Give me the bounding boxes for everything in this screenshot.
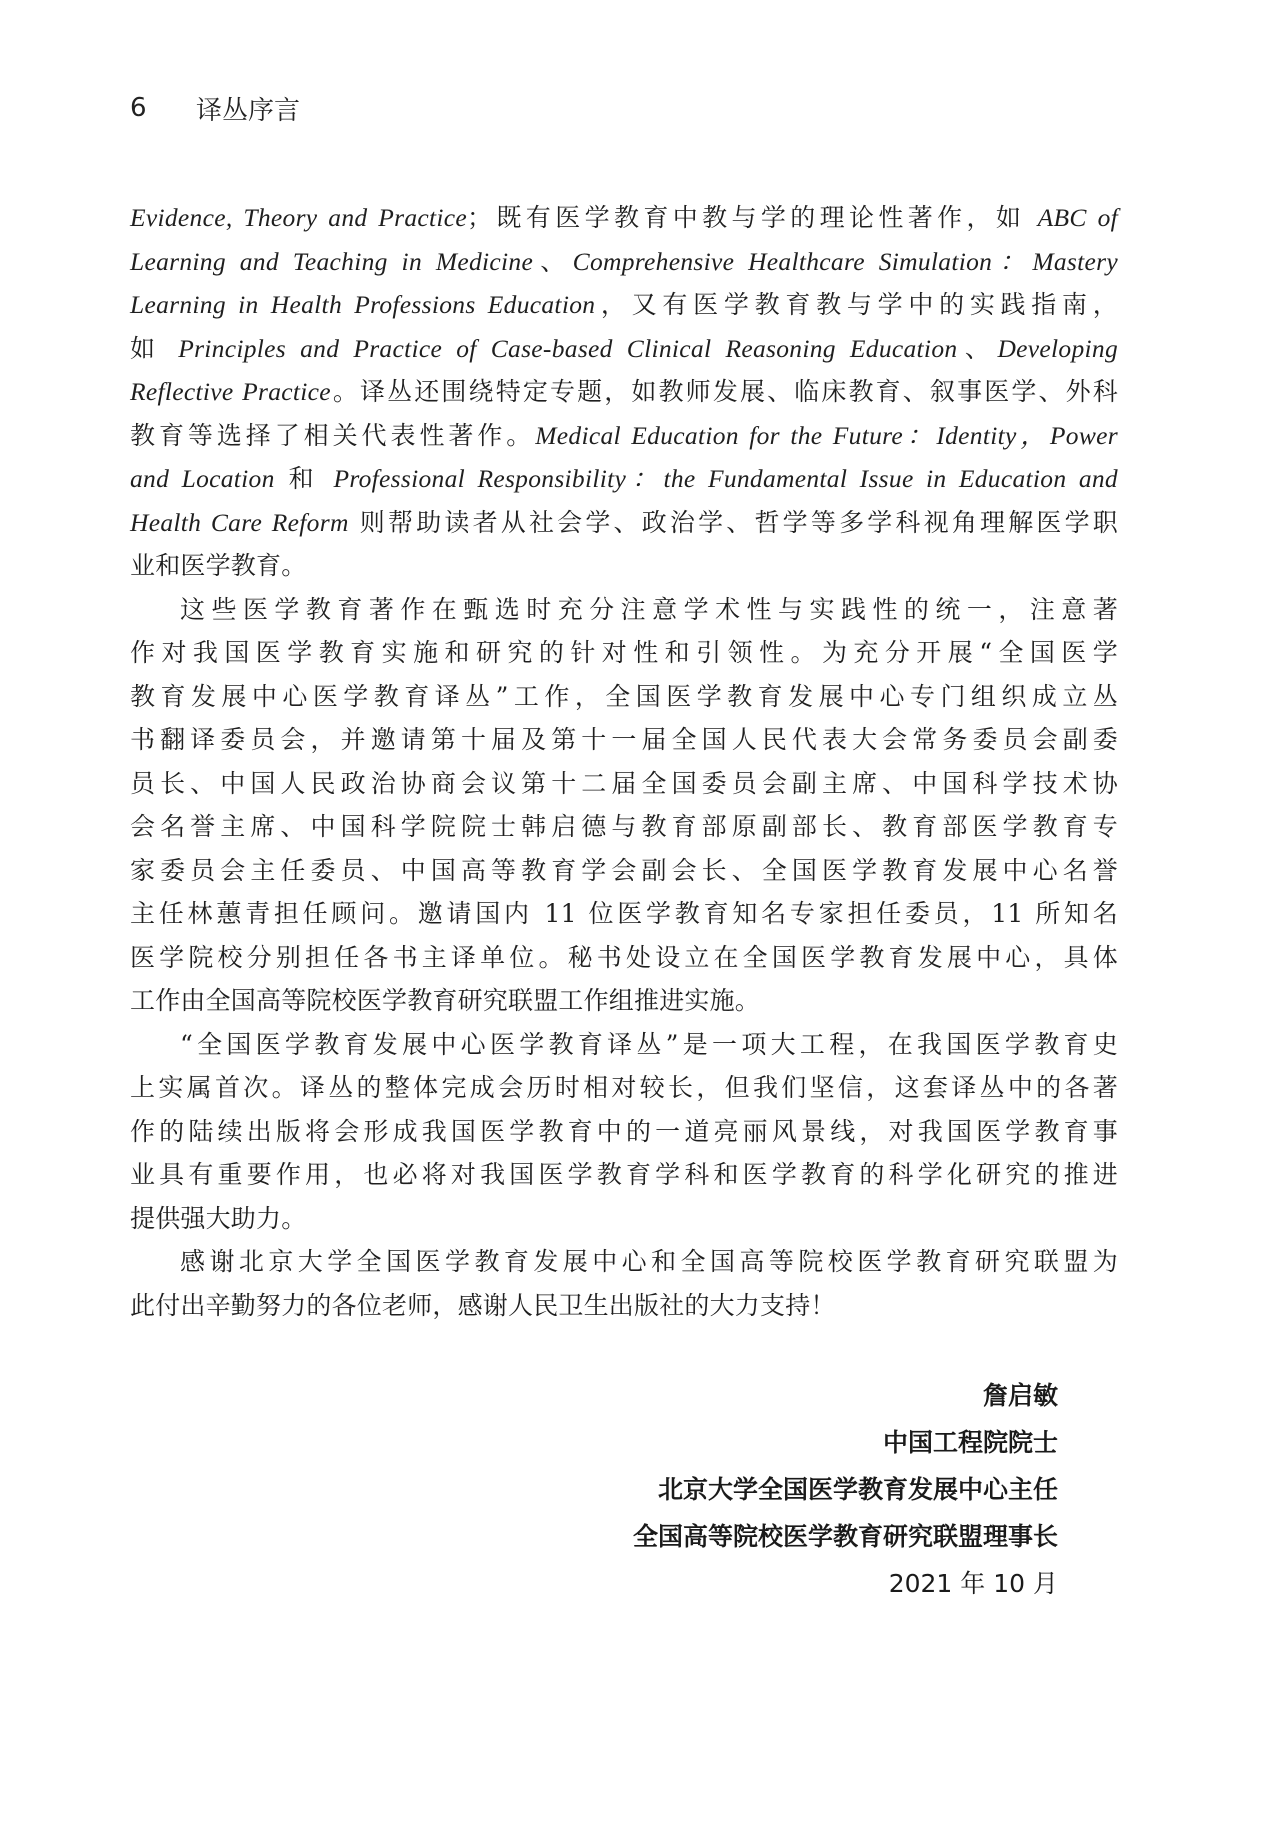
page-number: 6 <box>130 93 147 123</box>
book-title: Professional Responsibility：the Fundamental Issue in Education and <box>333 464 1118 493</box>
book-title: Learning in Health Professions Education <box>130 290 596 319</box>
text-run: 和 <box>274 464 334 493</box>
paragraph-2-line: 作对我国医学教育实施和研究的针对性和引领性。为充分开展“全国医学 <box>130 638 1118 667</box>
running-header <box>130 88 300 128</box>
paragraph-2-line: 工作由全国高等院校医学教育研究联盟工作组推进实施。 <box>130 986 761 1015</box>
paragraph-1-line-2 <box>130 240 1118 284</box>
text-run: 、 <box>533 246 573 276</box>
paragraph-1-line-7 <box>130 457 1118 501</box>
paragraph-2-line: 这些医学教育著作在甄选时充分注意学术性与实践性的统一，注意著 <box>180 594 1118 624</box>
signature-title: 北京大学全国医学教育发展中心主任 <box>657 1475 1058 1504</box>
text-run: 如 <box>130 333 179 363</box>
book-title: Evidence, Theory and Practice <box>130 203 468 232</box>
paragraph-4-line: 感谢北京大学全国医学教育发展中心和全国高等院校医学教育研究联盟为 <box>180 1247 1118 1276</box>
book-title: Developing <box>997 333 1119 363</box>
paragraph-1-line-3 <box>130 283 1118 327</box>
signature-block <box>633 1372 1058 1607</box>
paragraph-3-line: “全国医学教育发展中心医学教育译丛”是一项大工程，在我国医学教育史 <box>180 1029 1118 1059</box>
text-run: ，又有医学教育教与学中的实践指南， <box>595 290 1118 319</box>
book-title: Medical Education for the Future：Identity，Power <box>535 420 1118 450</box>
book-title: ABC of <box>1037 203 1119 232</box>
paragraph-2-line: 教育发展中心医学教育译丛”工作，全国医学教育发展中心专门组织成立丛 <box>130 681 1118 711</box>
text-run: 教育等选择了相关代表性著作。 <box>130 420 536 450</box>
paragraph-3-line: 业具有重要作用，也必将对我国医学教育学科和医学教育的科学化研究的推进 <box>130 1160 1118 1189</box>
paragraph-1-line-5 <box>130 370 1118 414</box>
text-run: 。译丛还围绕特定专题，如教师发展、临床教育、叙事医学、外科 <box>330 377 1118 406</box>
paragraph-1-line-9: 业和医学教育。 <box>130 551 307 580</box>
paragraph-4-line: 此付出辛勤努力的各位老师，感谢人民卫生出版社的大力支持！ <box>130 1290 836 1320</box>
paragraph-2-line: 医学院校分别担任各书主译单位。秘书处设立在全国医学教育发展中心，具体 <box>130 942 1118 972</box>
signature-name: 詹启敏 <box>982 1381 1058 1410</box>
signature-date: 2021 年 10 月 <box>888 1569 1058 1598</box>
paragraph-2-line: 主任林蕙青担任顾问。邀请国内 11 位医学教育知名专家担任委员，11 所知名 <box>130 899 1118 928</box>
book-title: Learning and Teaching in Medicine <box>130 246 534 276</box>
main-text <box>130 196 1118 1327</box>
paragraph-1-line-6 <box>130 414 1118 458</box>
book-title: Health Care Reform <box>130 507 349 537</box>
book-title: Comprehensive Healthcare Simulation：Mastery <box>572 246 1118 276</box>
running-title: 译丛序言 <box>196 95 301 126</box>
paragraph-3-line: 提供强大助力。 <box>130 1203 307 1233</box>
signature-title: 全国高等院校医学教育研究联盟理事长 <box>632 1522 1058 1551</box>
paragraph-3-line: 上实属首次。译丛的整体完成会历时相对较长，但我们坚信，这套译丛中的各著 <box>130 1073 1118 1102</box>
paragraph-3-line: 作的陆续出版将会形成我国医学教育中的一道亮丽风景线，对我国医学教育事 <box>130 1116 1118 1146</box>
book-title: Principles and Practice of Case-based Clinical Reasoning Education <box>178 333 958 363</box>
signature-title: 中国工程院院士 <box>882 1428 1058 1457</box>
paragraph-2-line: 家委员会主任委员、中国高等教育学会副会长、全国医学教育发展中心名誉 <box>130 855 1118 885</box>
book-title: and Location <box>130 464 275 493</box>
paragraph-2-line: 会名誉主席、中国科学院院士韩启德与教育部原副部长、教育部医学教育专 <box>130 812 1118 841</box>
paragraph-1-line-8 <box>130 501 1118 545</box>
text-run: 则帮助读者从社会学、政治学、哲学等多学科视角理解医学职 <box>348 507 1118 537</box>
paragraph-1-line-1 <box>130 196 1118 240</box>
paragraph-2-line: 书翻译委员会，并邀请第十届及第十一届全国人民代表大会常务委员会副委 <box>130 725 1118 754</box>
text-run: 、 <box>957 333 998 363</box>
book-title: Reflective Practice <box>130 377 331 406</box>
text-run: ；既有医学教育中教与学的理论性著作，如 <box>467 203 1038 232</box>
paragraph-1-line-4 <box>130 327 1118 371</box>
paragraph-2-line: 员长、中国人民政治协商会议第十二届全国委员会副主席、中国科学技术协 <box>130 768 1118 798</box>
